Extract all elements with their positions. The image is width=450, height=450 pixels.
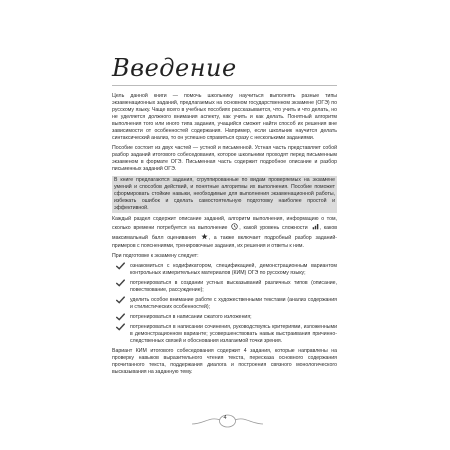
checkmark-icon [116, 323, 125, 334]
title-underline [112, 85, 337, 86]
intro-paragraph-1: Цель данной книги — помочь школьнику научиться выполнять разные типы экзаменационных заданий, предлагаемых на основном государственном экзамене (ОГЭ) по русскому языку. Чаще всего в учебных пособиях рассказывается, что учить и что делать, но не уделяется должного внимания аспекту, как учить и как делать. Понятный алгоритм выполнения того или иного типа задания, учащийся сможет найти способ их решения вне зависимости от особенностей содержания. Например, если школьник научится делать синтаксический анализ, то он успешно справиться сразу с несколькими заданиями. [112, 93, 337, 141]
preparation-list [112, 263, 337, 345]
list-item-text: уделить особое внимание работе с художественными текстами (анализ содержания и стилистических особенностей); [130, 297, 337, 310]
list-item-text: потренироваться в создании устных высказываний различных типов (описание, повествование, рассуждение); [130, 280, 337, 293]
list-item [112, 280, 337, 294]
section-text-3: , каков максимальный балл оценивания [112, 225, 338, 241]
page-number: 4 [223, 415, 227, 421]
section-text-1: Каждый раздел содержит описание заданий, алгоритм выполнения, информацию о том, сколько времени потребуется на выполнение [112, 216, 337, 231]
chart-icon [312, 223, 319, 233]
checkmark-icon [116, 279, 125, 290]
list-item-text: потренироваться в написании сжатого изложения; [130, 314, 252, 320]
shaded-paragraph: В книге предлагаются задания, сгруппированные по видам проверяемых на экзамене умений и способов действий, и понятные алгоритмы их выполнения. Пособие поможет сформировать стойкие навыки, необходимые для выполнения экзаменационной работы, избежать ошибок и сделать самостоятельную подготовку наиболее простой и эффективной. [114, 177, 335, 211]
list-item [112, 263, 337, 277]
page-title: Введение [112, 54, 237, 82]
checkmark-icon [116, 296, 125, 307]
list-item-text: потренироваться в написании сочинения, руководствуясь критериями, изложенными в демонстрационном варианте; усовершенствовать навык выстраивания причинно-следственных связей и обоснования излагаемой точки зрения. [130, 324, 337, 344]
list-item [112, 314, 337, 321]
list-item-text: ознакомиться с кодификатором, спецификацией, демонстрационным вариантом контрольных измерительных материалов (КИМ) ОГЭ по русскому языку; [130, 263, 337, 276]
list-item [112, 324, 337, 345]
star-icon [201, 233, 208, 243]
checkmark-icon [116, 262, 125, 273]
section-text-2: , какой уровень сложности [239, 225, 308, 231]
page-content [112, 93, 337, 379]
intro-paragraph-2: Пособие состоит из двух частей — устной и письменной. Устная часть представляет собой разбор заданий итогового собеседования, которое школьники проходят перед письменным экзаменом в формате ОГЭ. Письменная часть содержит подробное описание и разбор письменных заданий ОГЭ. [112, 145, 337, 172]
section-paragraph [112, 216, 337, 250]
list-item [112, 297, 337, 311]
section-text-4: , а также включает подробный разбор заданий-примеров с пояснениями, тренировочные задания, их решения и ответы к ним. [112, 235, 338, 249]
list-intro: При подготовке к экзамену следует: [112, 253, 199, 259]
clock-icon [231, 223, 238, 233]
closing-paragraph: Вариант КИМ итогового собеседования содержит 4 задания, которые направлены на проверку навыков выразительного чтения текста, пересказа основного содержания прочитанного текста, поддержания диалога и построения связного монологического высказывания на заданную тему. [112, 348, 337, 375]
